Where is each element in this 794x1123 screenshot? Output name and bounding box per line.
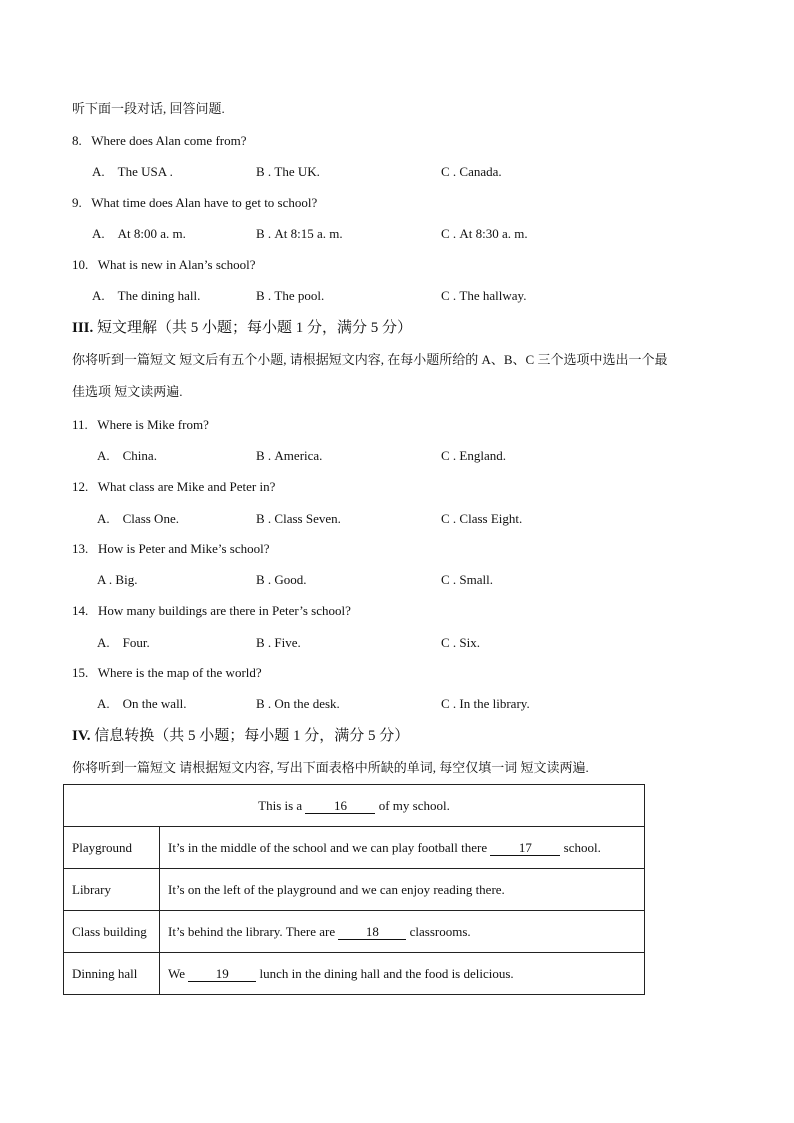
option-a[interactable]: A. On the wall. — [97, 696, 187, 711]
blank-17[interactable]: 17 — [490, 841, 560, 856]
section-3-heading: III. 短文理解（共 5 小题；每小题 1 分，满分 5 分） — [72, 320, 413, 336]
question-text: What is new in Alan’s school? — [97, 257, 256, 272]
option-c[interactable]: C . Class Eight. — [441, 511, 523, 526]
option-b[interactable]: B . America. — [256, 448, 323, 463]
question-text: How is Peter and Mike’s school? — [98, 541, 270, 556]
question-number: 14. — [72, 603, 89, 618]
row-label: Playground — [64, 827, 160, 869]
question-text: Where does Alan come from? — [91, 133, 247, 148]
option-b[interactable]: B . The pool. — [256, 288, 325, 303]
blank-18[interactable]: 18 — [338, 925, 406, 940]
option-a[interactable]: A. The USA . — [92, 164, 173, 179]
option-b[interactable]: B . Five. — [256, 635, 301, 650]
question-number: 12. — [72, 479, 89, 494]
option-a[interactable]: A. At 8:00 a. m. — [92, 226, 186, 241]
section-3-instructions: 你将听到一篇短文 短文后有五个小题, 请根据短文内容, 在每小题所给的 A、B、C 三个选项中选出一个最 — [72, 352, 668, 367]
info-table — [63, 784, 645, 995]
question-number: 10. — [72, 257, 89, 272]
option-c[interactable]: C . In the library. — [441, 696, 530, 711]
blank-19[interactable]: 19 — [188, 967, 256, 982]
question-text: What class are Mike and Peter in? — [97, 479, 276, 494]
option-c[interactable]: C . Small. — [441, 572, 494, 587]
option-b[interactable]: B . The UK. — [256, 164, 320, 179]
option-c[interactable]: C . At 8:30 a. m. — [441, 226, 528, 241]
question-text: Where is the map of the world? — [97, 665, 262, 680]
question-text: Where is Mike from? — [97, 417, 209, 432]
option-c[interactable]: C . Canada. — [441, 164, 502, 179]
section-4-heading: IV. 信息转换（共 5 小题；每小题 1 分，满分 5 分） — [72, 728, 410, 744]
option-a[interactable]: A. Four. — [97, 635, 150, 650]
option-b[interactable]: B . Good. — [256, 572, 307, 587]
question-number: 8. — [72, 133, 82, 148]
option-c[interactable]: C . England. — [441, 448, 506, 463]
option-c[interactable]: C . Six. — [441, 635, 481, 650]
option-b[interactable]: B . Class Seven. — [256, 511, 341, 526]
option-b[interactable]: B . At 8:15 a. m. — [256, 226, 343, 241]
table-row: Dinning hall We 19 lunch in the dining hall and the food is delicious. — [64, 953, 645, 995]
blank-16[interactable]: 16 — [305, 799, 375, 814]
listening-intro: 听下面一段对话, 回答问题. — [72, 101, 225, 116]
option-c[interactable]: C . The hallway. — [441, 288, 527, 303]
row-label: Library — [64, 869, 160, 911]
option-b[interactable]: B . On the desk. — [256, 696, 340, 711]
table-row: Library It’s on the left of the playground and we can enjoy reading there. — [64, 869, 645, 911]
question-number: 13. — [72, 541, 89, 556]
option-a[interactable]: A . Big. — [97, 572, 138, 587]
question-number: 11. — [72, 417, 88, 432]
table-row: Playground It’s in the middle of the school and we can play football there 17 school. — [64, 827, 645, 869]
section-3-instructions-cont: 佳选项 短文读两遍. — [72, 384, 183, 399]
table-header-row: This is a 16 of my school. — [64, 785, 645, 827]
row-label: Dinning hall — [64, 953, 160, 995]
question-text: How many buildings are there in Peter’s school? — [98, 603, 351, 618]
question-number: 15. — [72, 665, 89, 680]
option-a[interactable]: A. The dining hall. — [92, 288, 201, 303]
row-label: Class building — [64, 911, 160, 953]
question-text: What time does Alan have to get to school? — [91, 195, 318, 210]
section-4-instructions: 你将听到一篇短文 请根据短文内容, 写出下面表格中所缺的单词, 每空仅填一词 短文读两遍. — [72, 760, 589, 775]
option-a[interactable]: A. Class One. — [97, 511, 179, 526]
option-a[interactable]: A. China. — [97, 448, 157, 463]
table-row: Class building It’s behind the library. There are 18 classrooms. — [64, 911, 645, 953]
question-number: 9. — [72, 195, 82, 210]
